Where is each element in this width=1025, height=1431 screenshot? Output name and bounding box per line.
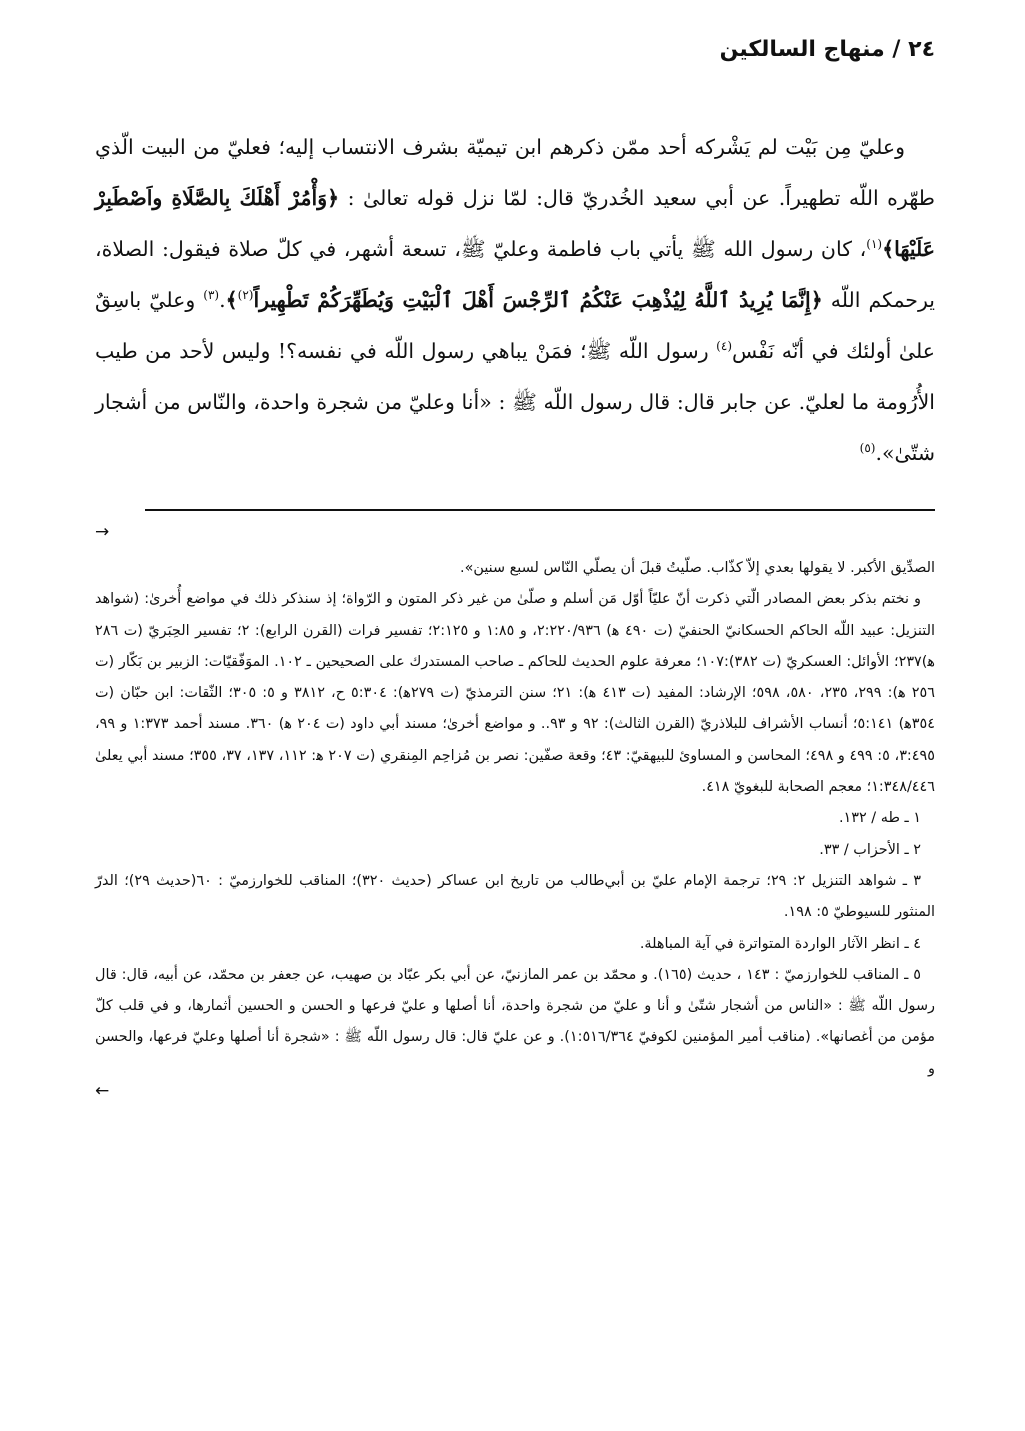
body-text-part-3: وعليّ باسِقٌ علىٰ أولئك في أنّه نَفْس (95, 288, 936, 363)
footnote-4: ٤ ـ انظر الآثار الواردة المتواترة في آية المباهلة. (639, 935, 921, 952)
body-text-part-2: ، كان رسول الله ﷺ يأتي باب فاطمة وعليّ ﷺ، تسعة أشهر، في كلّ صلاة فيقول: الصلاة، يرحمكم اللّه (95, 237, 936, 312)
footnote-ref-3: (٣) (203, 288, 220, 303)
quran-verse-2-close: ﴾ (225, 288, 238, 312)
page-header-title: ٢٤ / منهاج السالكين (719, 37, 935, 62)
footnote-ref-2: (٢) (237, 288, 254, 303)
main-paragraph: وعليّ مِن بَيْت لم يَشْركه أحد ممّن ذكرهم ابن تيميّة بشرف الانتساب إليه؛ فعليّ من البيت الّذي طهّره اللّه تطهيراً. عن أبي سعيد الخُدريّ قال: لمّا نزل قوله تعالىٰ : ﴿وَأْمُرْ أَهْلَكَ بِالصَّلَاةِ واَصْطَبِرْ عَلَيْهَا﴾$^{(١)}$، كان رسول الله ﷺ يأتي باب فاطمة وعليّ ﷺ، تسعة أشهر، في كلّ صلاة فيقول: الصلاة، يرحمكم اللّه ﴿إِنَّمَا يُرِيدُ ٱللَّهُ لِيُذْهِبَ عَنْكُمُ ٱلرِّجْسَ أَهْلَ ٱلْبَيْتِ وَيُطَهِّرَكُمْ تَطْهِيراً$^{(٢)}$﴾.$^{(٣)}$ وعليّ باسِقٌ علىٰ أولئك في أنّه نَفْس$^{(٤)}$ رسول اللّه ﷺ؛ فمَنْ يباهي رسول اللّه في نفسه؟! وليس لأحد من طيب الأُرُومة ما لعليّ. عن جابر قال: قال رسول اللّه ﷺ : «أنا وعليّ من شجرة واحدة، والنّاس من أشجار شتّىٰ».$^{(٥)}$ (95, 135, 936, 465)
footnote-2: ٢ ـ الأحزاب / ٣٣. (819, 841, 921, 858)
footnote-5: ٥ ـ المناقب للخوارزميّ : ١٤٣ ، حديث (١٦٥). و محمّد بن عمر المازنيّ، عن أبي بكر عبّاد بن صهيب، عن جعفر بن محمّد، عن أبيه، قال: قال رسول اللّه ﷺ : «الناس من أشجار شتّىٰ و أنا و عليّ من شجرة واحدة، أنا أصلها و عليّ فرعها و الحسن و الحسين أثمارها، و في قلب كلّ مؤمن من أغصانها». (مناقب أمير المؤمنين لكوفيّ ١:٥١٦/٣٦٤). و عن عليّ قال: قال رسول اللّه ﷺ : «شجرة أنا أصلها وعليّ فرعها، والحسن و (95, 966, 936, 1077)
footnote-3: ٣ ـ شواهد التنزيل ٢: ٢٩؛ ترجمة الإمام عليّ بن أبي‌طالب من تاريخ ابن عساكر (حديث ٣٢٠)؛ المناقب للخوارزميّ : ٦٠(حديث ٢٩)؛ الدرّ المنثور للسيوطيّ ٥: ١٩٨. (95, 872, 935, 921)
footnote-1: ١ ـ طه / ١٣٢. (838, 810, 921, 827)
body-text-part-4: رسول اللّه ﷺ؛ فمَنْ يباهي رسول اللّه في نفسه؟! وليس لأحد من طيب الأُرُومة ما لعليّ. عن جابر قال: قال رسول اللّه ﷺ : «أنا وعليّ من شجرة واحدة، والنّاس من أشجار شتّىٰ». (95, 339, 935, 465)
continuation-arrow-top: → (95, 522, 110, 542)
footnote-sources-paragraph: و نختم بذكر بعض المصادر الّتي ذكرت أنّ عليّاً أوّل مَن أسلم و صلّىٰ من غير ذكر المتون و الرّواة؛ إذ سنذكر ذلك في مواضع أُخرىٰ: (شواهد التنزيل: عبيد اللّه الحاكم الحسكانيّ الحنفيّ (ت ٤٩٠ ﻫ) ٢:٢٢٠/٩٣٦، و ١:٨٥ و ٢:١٢٥؛ تفسير فرات (القرن الرابع): ٢؛ تفسير الحِبَريّ (ت ٢٨٦ ﻫ)٢٣٧؛ الأوائل: العسكريّ (ت ٣٨٢):١٠٧؛ معرفة علوم الحديث للحاكم ـ صاحب المستدرك على الصحيحين ـ ١٠٢. الموَفّقيّات: الزبير بن بَكّار (ت ٢٥٦ ﻫ): ٢٩٩، ٢٣٥، ٥٨٠، ٥٩٨؛ الإرشاد: المفيد (ت ٤١٣ ﻫ): ٢١؛ سنن الترمذيّ (ت ٢٧٩ﻫ): ٥:٣٠٤ ح، ٣٨١٢ و ٥: ٣٠٥؛ الثّقات: ابن حبّان (ت ٣٥٤ﻫ) ٥:١٤١؛ أنساب الأشراف للبلاذريّ (القرن الثالث): ٩٢ و ٩٣.. و مواضع أخرىٰ؛ مسند أبي داود (ت ٢٠٤ ﻫ) ٣٦٠. مسند أحمد ١:٣٧٣ و ٩٩، ٣:٤٩٥، ٥: ٤٩٩ و ٤٩٨؛ المحاسن و المساوئ للبيهقيّ: ٤٣؛ وقعة صفّين: نصر بن مُزاحِم المِنقري (ت ٢٠٧ ﻫ: ١١٢، ١٣٧، ٣٧، ٣٥٥؛ مسند أبي يعلىٰ ١:٣٤٨/٤٤٦؛ معجم الصحابة للبغويّ ٤١٨. (95, 591, 935, 796)
book-page (95, 30, 935, 1101)
footnote-ref-5: (٥) (859, 441, 876, 456)
quran-verse-2: ﴿إِنَّمَا يُرِيدُ ٱللَّهُ لِيُذْهِبَ عَنْكُمُ ٱلرِّجْسَ أَهْلَ ٱلْبَيْتِ وَيُطَهِّرَكُمْ تَطْهِيراً (253, 288, 823, 312)
running-header (95, 30, 935, 78)
body-text-part-1: وعليّ مِن بَيْت لم يَشْركه أحد ممّن ذكرهم ابن تيميّة بشرف الانتساب إليه؛ فعليّ من البيت الّذي طهّره اللّه تطهيراً. عن أبي سعيد الخُدريّ قال: لمّا نزل قوله تعالىٰ : (95, 135, 935, 210)
footnote-ref-1: (١) (866, 237, 883, 252)
footnotes-section (95, 553, 935, 1085)
continuation-arrow-bottom: ← (95, 1081, 110, 1102)
footnote-continued-text: الصدِّيق الأكبر. لا يقولها بعدي إلاّ كذّاب. صلّيتُ قبلَ أن يصلّي النّاس لسبع سنين». (460, 560, 935, 576)
footnote-separator (145, 509, 935, 511)
quran-verse-1: ﴿وَأْمُرْ أَهْلَكَ بِالصَّلَاةِ واَصْطَبِرْ عَلَيْهَا﴾ (95, 186, 935, 261)
footnote-ref-4: (٤) (716, 339, 732, 354)
